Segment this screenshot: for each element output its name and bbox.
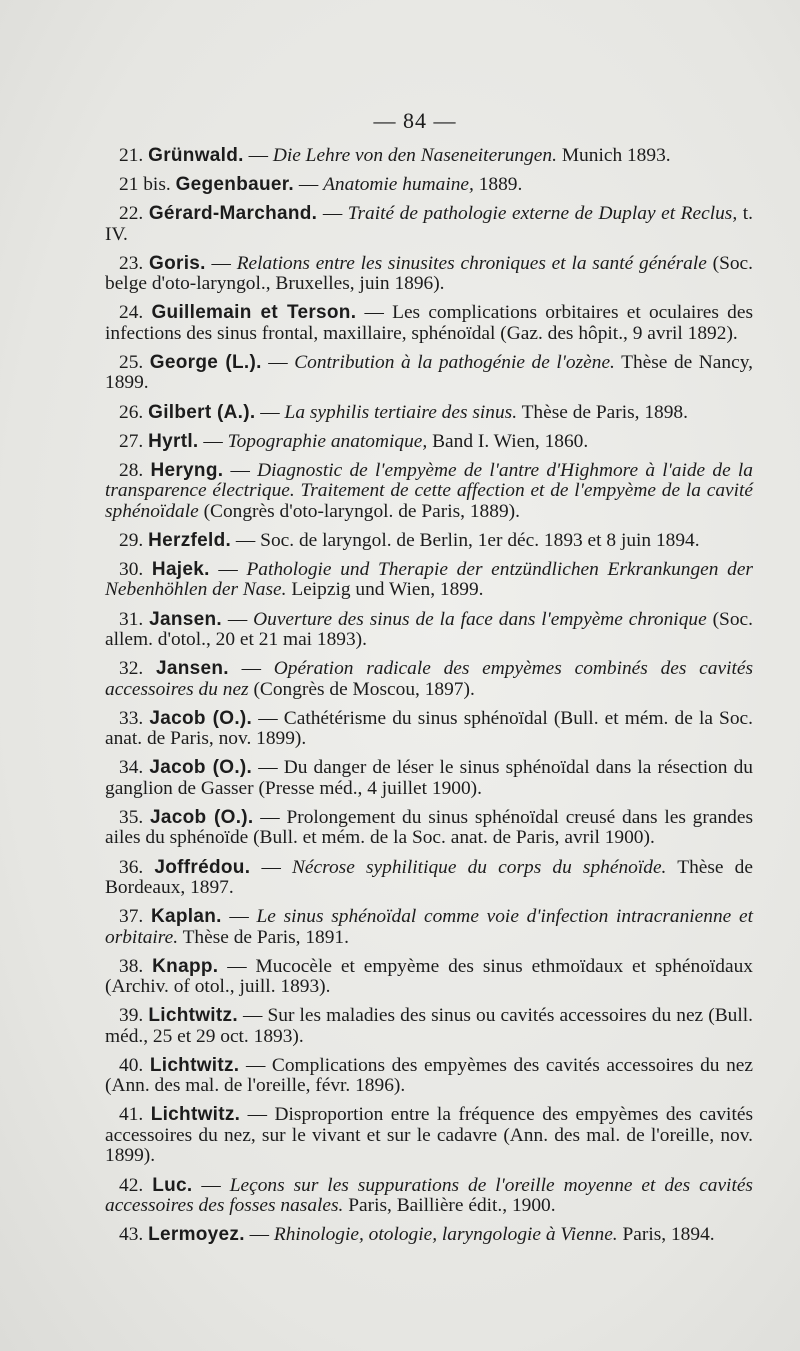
bibliography-entry: [105, 1225, 753, 1246]
bibliography-entry: [105, 610, 753, 651]
entry-author: Gilbert (A.).: [148, 401, 256, 423]
entry-author: Jacob (O.).: [150, 806, 254, 828]
entry-author: Guillemain et Terson.: [151, 302, 357, 324]
entry-number: 35.: [119, 806, 144, 828]
entry-author: Jacob (O.).: [149, 707, 253, 729]
entry-number: 42.: [119, 1174, 144, 1196]
entry-title: Opération radicale des empyèmes combinés des cavités accessoires du nez: [105, 658, 753, 700]
entry-details: Thèse de Paris, 1891.: [178, 926, 349, 948]
entry-dash: —: [252, 707, 284, 729]
entry-author: Gérard-Marchand.: [148, 203, 318, 225]
entry-author: Goris.: [149, 252, 206, 274]
entry-dash: —: [244, 1224, 274, 1246]
entry-details: Prolongement du sinus sphénoïdal creusé dans les grandes ailes du sphénoïde (Bull. et mém. de la Soc. anat. de Paris, avril 1900).: [105, 806, 753, 849]
entry-details: 1889.: [473, 174, 523, 196]
entry-author: Joffrédou.: [154, 856, 251, 878]
bibliography-entry: [105, 709, 753, 750]
bibliography-entry: [105, 531, 753, 552]
entry-number: 40.: [119, 1054, 144, 1076]
entry-title: Traité de pathologie externe de Duplay et Reclus,: [347, 203, 738, 225]
entry-dash: —: [253, 806, 287, 828]
entry-details: Du danger de léser le sinus sphénoïdal dans la résection du ganglion de Gasser (Presse méd., 4 juillet 1900).: [105, 757, 753, 799]
entry-author: George (L.).: [149, 351, 262, 373]
entry-number: 36.: [119, 856, 144, 878]
entry-number: 39.: [119, 1005, 144, 1027]
bibliography-entry: [105, 1176, 753, 1217]
entry-details: (Soc. belge d'oto-laryngol., Bruxelles, juin 1896).: [105, 252, 754, 295]
entry-author: Herzfeld.: [148, 529, 232, 551]
entry-author: Luc.: [152, 1174, 193, 1196]
bibliography-entry: [105, 1006, 753, 1047]
entry-title: Leçons sur les suppurations de l'oreille moyenne et des cavités accessoires des fosses nasales.: [105, 1174, 753, 1217]
entry-number: 43.: [119, 1224, 144, 1246]
bibliography-entry: [105, 204, 753, 245]
entry-details: Complications des empyèmes des cavités accessoires du nez (Ann. des mal. de l'oreille, févr. 1896).: [105, 1054, 753, 1097]
entry-number: 33.: [119, 707, 144, 729]
entry-dash: —: [221, 608, 254, 630]
bibliography-entry: [105, 659, 753, 700]
entry-number: 25.: [119, 351, 144, 373]
entry-number: 37.: [119, 906, 144, 928]
bibliography-entry: [105, 560, 753, 601]
bibliography-entry: [105, 957, 753, 998]
entry-details: Sur les maladies des sinus ou cavités accessoires du nez (Bull. méd., 25 et 29 oct. 1893).: [105, 1005, 753, 1047]
page-number: — 84 —: [373, 108, 457, 133]
entry-dash: —: [228, 658, 274, 680]
entry-title: Pathologie und Therapie der entzündlichen Erkrankungen der Nebenhöhlen der Nase.: [105, 558, 753, 601]
entry-author: Heryng.: [150, 459, 224, 481]
entry-details: Paris, 1894.: [617, 1224, 715, 1246]
bibliography-entry: [105, 808, 753, 849]
entry-dash: —: [223, 459, 258, 481]
bibliography-entry: [105, 303, 753, 344]
entry-details: Thèse de Paris, 1898.: [517, 401, 688, 423]
entry-number: 29.: [119, 529, 144, 551]
entry-details: Mucocèle et empyème des sinus ethmoïdaux et sphénoïdaux (Archiv. of otol., juill. 1893).: [105, 955, 753, 998]
bibliography-entry: [105, 432, 753, 453]
entry-dash: —: [231, 529, 261, 551]
entry-author: Hajek.: [151, 558, 210, 580]
entry-author: Hyrtl.: [148, 430, 199, 452]
bibliography-entry: [105, 353, 753, 394]
entry-dash: —: [356, 302, 393, 324]
entry-author: Kaplan.: [150, 906, 222, 928]
bibliography-entry: [105, 758, 753, 799]
entry-number: 21 bis.: [119, 174, 171, 196]
entry-dash: —: [209, 558, 247, 580]
entry-dash: —: [237, 1005, 268, 1027]
entry-author: Gegenbauer.: [175, 174, 294, 196]
entry-details: Cathétérisme du sinus sphénoïdal (Bull. et mém. de la Soc. anat. de Paris, nov. 1899).: [105, 707, 753, 750]
entry-dash: —: [252, 757, 284, 779]
bibliography-entry: [105, 146, 753, 167]
entry-author: Lermoyez.: [148, 1224, 245, 1246]
entry-title: La syphilis tertiaire des sinus.: [284, 401, 518, 423]
entry-number: 38.: [119, 955, 144, 977]
entry-number: 30.: [119, 558, 144, 580]
entry-title: Ouverture des sinus de la face dans l'empyème chronique: [253, 608, 707, 630]
entry-details: Les complications orbitaires et oculaires des infections des sinus frontal, maxillaire, sphénoïdal (Gaz. des hôpit., 9 avril 1892).: [105, 302, 753, 344]
entry-title: Anatomie humaine,: [323, 174, 474, 196]
entry-details: Munich 1893.: [556, 145, 671, 166]
bibliography-entry: [105, 175, 753, 196]
entry-details: Thèse de Bordeaux, 1897.: [105, 856, 753, 898]
entry-title: Le sinus sphénoïdal comme voie d'infection intracranienne et orbitaire.: [105, 906, 753, 948]
bibliography-entry: [105, 1056, 753, 1097]
entry-title: Nécrose syphilitique du corps du sphénoïde.: [292, 856, 667, 878]
entry-details: Paris, Baillière édit., 1900.: [343, 1195, 556, 1217]
entry-number: 28.: [119, 459, 144, 481]
entry-details: (Soc. allem. d'otol., 20 et 21 mai 1893).: [105, 608, 753, 651]
entry-details: Disproportion entre la fréquence des empyèmes des cavités accessoires du nez, sur le vivant et sur le cadavre (Ann. des mal. de l'oreille, nov. 1899).: [105, 1104, 753, 1167]
bibliography-entry: [105, 858, 753, 899]
entry-author: Jansen.: [149, 608, 222, 630]
entry-number: 34.: [119, 757, 144, 779]
entry-number: 41.: [119, 1104, 144, 1126]
entry-dash: —: [221, 906, 257, 928]
entry-dash: —: [255, 401, 285, 423]
entry-dash: —: [250, 856, 292, 878]
bibliography-entry: [105, 907, 753, 948]
entry-number: 21.: [119, 145, 144, 166]
entry-details: t. IV.: [105, 203, 753, 245]
entry-details: Thèse de Nancy, 1899.: [105, 351, 753, 394]
entry-title: Topographie anatomique,: [227, 430, 428, 452]
entry-number: 27.: [119, 430, 144, 452]
entry-dash: —: [239, 1054, 272, 1076]
entry-author: Lichtwitz.: [149, 1054, 240, 1076]
entry-author: Knapp.: [152, 955, 219, 977]
entry-dash: —: [198, 430, 228, 452]
entry-dash: —: [205, 252, 237, 274]
entry-dash: —: [240, 1104, 275, 1126]
entry-dash: —: [218, 955, 256, 977]
entry-title: Die Lehre von den Naseneiterungen.: [272, 145, 557, 166]
entry-details: Leipzig und Wien, 1899.: [286, 579, 484, 601]
entry-author: Lichtwitz.: [148, 1005, 238, 1027]
bibliography-entry: [105, 403, 753, 424]
bibliography-list: [105, 146, 753, 1254]
entry-number: 32.: [119, 658, 144, 680]
entry-dash: —: [261, 351, 295, 373]
entry-title: Diagnostic de l'empyème de l'antre d'Highmore à l'aide de la transparence électrique. Traitement de cette affection et de l'empyème de la cavité sphénoïdale: [105, 459, 753, 522]
bibliography-entry: [105, 1105, 753, 1167]
entry-author: Grünwald.: [148, 145, 244, 166]
entry-number: 31.: [119, 608, 144, 630]
entry-dash: —: [317, 203, 348, 225]
entry-author: Jansen.: [156, 658, 229, 680]
entry-title: Contribution à la pathogénie de l'ozène.: [294, 351, 615, 373]
entry-number: 23.: [119, 252, 144, 274]
bibliography-entry: [105, 254, 753, 295]
entry-dash: —: [192, 1174, 230, 1196]
entry-title: Relations entre les sinusites chroniques et la santé générale: [236, 252, 707, 274]
entry-title: Rhinologie, otologie, laryngologie à Vienne.: [273, 1224, 618, 1246]
entry-number: 24.: [119, 302, 144, 324]
entry-dash: —: [293, 174, 324, 196]
entry-number: 26.: [119, 401, 144, 423]
entry-details: Band I. Wien, 1860.: [427, 430, 589, 452]
bibliography-entry: [105, 461, 753, 523]
entry-details: Soc. de laryngol. de Berlin, 1er déc. 1893 et 8 juin 1894.: [260, 529, 700, 551]
entry-details: (Congrès de Moscou, 1897).: [248, 678, 475, 700]
entry-author: Lichtwitz.: [150, 1104, 241, 1126]
entry-details: (Congrès d'oto-laryngol. de Paris, 1889).: [198, 500, 520, 522]
entry-dash: —: [243, 145, 273, 166]
entry-author: Jacob (O.).: [149, 757, 253, 779]
entry-number: 22.: [119, 203, 144, 225]
